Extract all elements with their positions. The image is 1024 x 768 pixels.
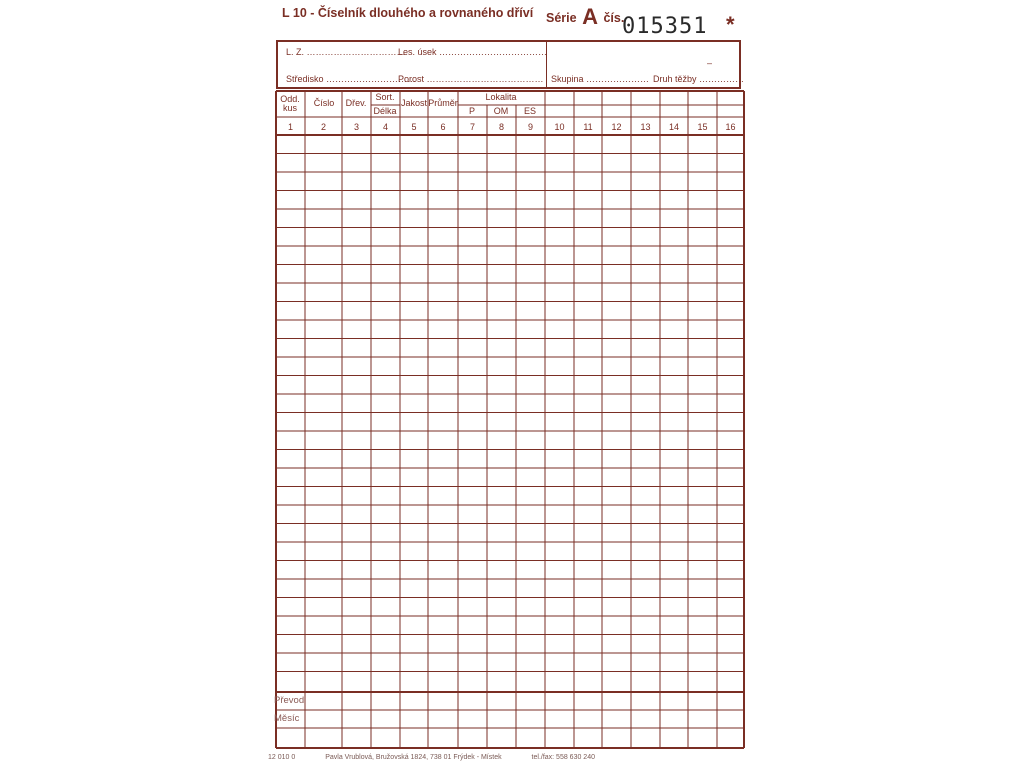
column-number-5: 5 [411,122,417,132]
field-porost[interactable]: Porost ………………………………… [398,74,544,84]
column-number-12: 12 [611,122,622,132]
printer-footer [268,754,623,761]
col-kus-label: kus [282,103,298,113]
field-druh-tezby[interactable]: Druh těžby …………… [653,74,745,84]
printer-address: Pavla Vrublová, Bružovská 1824, 738 01 Frýdek - Místek [325,754,502,761]
col-lokalita-label: Lokalita [485,92,517,102]
col-cislo-label: Číslo [313,98,335,108]
header-dash: – [707,58,713,68]
column-number-15: 15 [697,122,708,132]
asterisk-mark: * [726,12,735,37]
column-number-1: 1 [287,122,294,132]
grid-lines [276,91,744,748]
column-number-6: 6 [440,122,446,132]
column-number-16: 16 [725,122,736,132]
field-les-usek[interactable]: Les. úsek ……………………………… [398,47,548,57]
column-number-7: 7 [469,122,476,132]
row-prevod-label: Převod [274,695,305,706]
col-drev-label: Dřev. [345,98,367,108]
serie-word: Série [546,11,577,25]
column-numbers [288,122,736,132]
serial-number: 015351 [622,14,708,39]
printer-code: 12 010 0 [268,754,296,761]
form-title: L 10 - Číselník dlouhého a rovnaného dříví [282,6,534,20]
column-number-2: 2 [320,122,327,132]
col-jakost-label: Jakost [400,98,428,108]
col-p-label: P [468,106,476,116]
col-delka-label: Délka [373,106,397,116]
column-number-14: 14 [668,122,680,132]
column-number-11: 11 [583,122,593,132]
col-prumer-label: Průměr [428,98,458,108]
col-sort-label: Sort. [375,92,395,102]
col-es-label: ES [523,106,537,116]
column-number-10: 10 [554,122,565,132]
field-skupina[interactable]: Skupina ………………… [551,74,650,84]
cis-label: čís. [603,11,625,25]
column-number-3: 3 [353,122,360,132]
field-stredisko[interactable]: Středisko ………………………… [286,74,417,84]
printer-phone: tel./fax: 558 630 240 [531,754,595,761]
column-number-13: 13 [640,122,651,132]
column-number-8: 8 [498,122,505,132]
column-number-9: 9 [527,122,534,132]
serie-letter: A [582,4,598,29]
row-mesic-label: Měsíc [274,713,300,724]
field-lz[interactable]: L. Z. …………………………… [286,47,406,57]
column-number-4: 4 [382,122,389,132]
col-om-label: OM [493,106,509,116]
col-odd-label: Odd. [280,94,300,104]
